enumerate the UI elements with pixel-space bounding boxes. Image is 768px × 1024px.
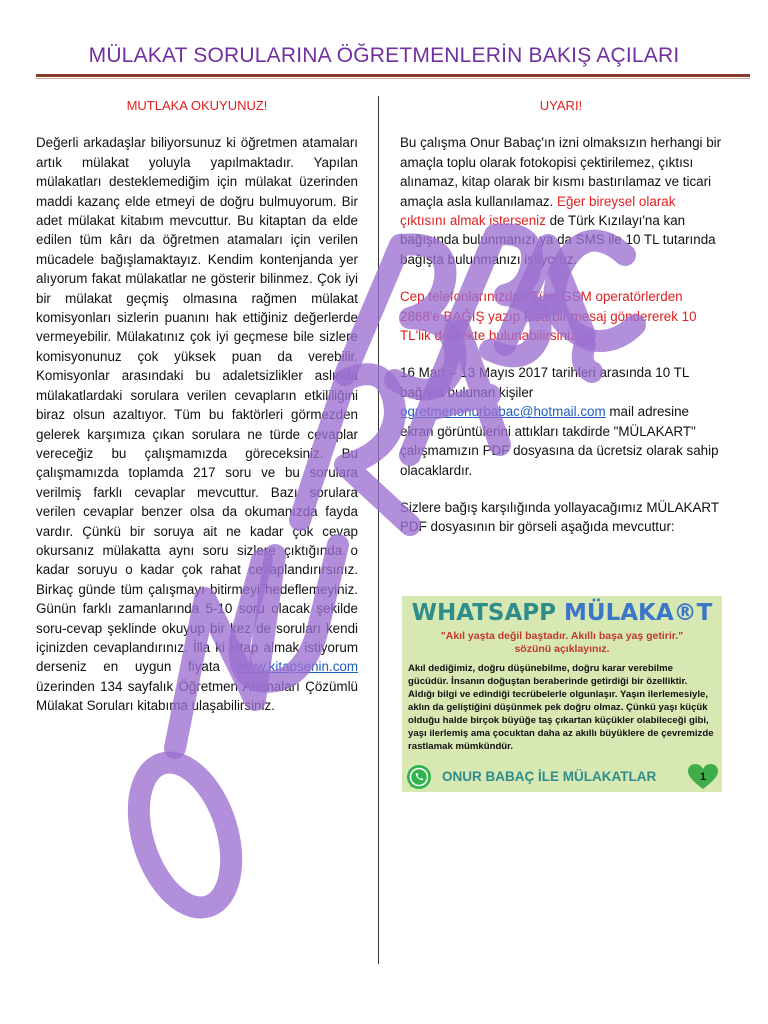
- banner-footer: [402, 764, 722, 790]
- left-column: [36, 96, 358, 716]
- date-tail: mail adresine ekran görüntülerini attıkları takdirde "MÜLAKART" çalışmamızın PDF dosyasına da ücretsiz olarak sahip olacaklardır.: [400, 404, 719, 478]
- left-heading: MUTLAKA OKUYUNUZ!: [126, 98, 268, 113]
- banner-page-number: 1: [699, 771, 707, 783]
- left-paragraph: [36, 133, 358, 715]
- banner-title: [402, 600, 722, 626]
- warning-red-text: Eğer bireysel olarak çıktısını almak isterseniz: [400, 193, 676, 229]
- right-heading: UYARI!: [539, 98, 583, 113]
- warning-paragraph: [400, 133, 722, 269]
- heart-icon: [688, 764, 718, 790]
- date-paragraph: [400, 363, 722, 479]
- right-column: [400, 96, 722, 537]
- date-text: 16 Mart – 13 Mayıs 2017 tarihleri arasında 10 TL bağışta bulunan kişiler: [400, 365, 689, 400]
- banner-title-mulakart: MÜLAKA®T: [564, 600, 713, 626]
- banner-body: Akıl dediğimiz, doğru düşünebilme, doğru karar verebilme gücüdür. İnsanın doğuştan beraberinde getirdiği bir özelliktir. Aldığı bilgi ve edindiği tecrübelerle olgunlaşır. Yaşın ilerlemesiyle, aklın da geliştiğini düşünmek pek doğru olmaz. Çünkü yaşı küçük olduğu halde birçok büyüğe taş çıkartan küçükler olabileceği gibi, yaşı ilerlemiş ama çocuktan daha az akıllı büyüklere de çevremizde rastlamak mümkündür.: [408, 663, 714, 752]
- kitapsenin-link[interactable]: www.kitapsenin.com: [236, 659, 358, 675]
- warning-text: Bu çalışma Onur Babaç'ın izni olmaksızın herhangi bir amaçla toplu olarak fotokopisi çektirilemez, çıktısı alınamaz, kitap olarak bir kısmı bastırılamaz ve ticari amaçla asla kullanılamaz.: [400, 135, 722, 209]
- left-body-tail: üzerinden 134 sayfalık Öğretmen Atamaları Çözümlü Mülakat Soruları kitabıma ulaşabilirsiniz.: [36, 678, 358, 714]
- whatsapp-icon: [406, 764, 432, 790]
- email-link[interactable]: ogretmenonurbabac@hotmail.com: [400, 404, 606, 420]
- column-divider: [378, 96, 379, 964]
- left-body-text: Değerli arkadaşlar biliyorsunuz ki öğretmen atamaları artık mülakat yoluyla yapılmaktadır. Yapılan mülakatları desteklemediğim için mülakat üzerinden maddi kazanç elde etmeyi de doğru bulmuyorum. Bir adet mülakat kitabım mevcuttur. Bu kitaptan da elde edilen tüm kârı da öğretmen atamaları için verilen mücadele bağışlamaktayız. Kendim kontenjanda yer alıyorum fakat mülakatlar ne gösterir bilinmez. Çok iyi bir mülakat geçmiş olmasına rağmen mülakat komisyonları sizlerin puanını hak ettiğiniz değerlerde vermeyebilir. Mülakatınız çok iyi geçmese bile sizlere komisyonunuz çok yüksek puan da verebilir. Komisyonlar arasındaki bu adaletsizlikler aslında mülakatlardaki sorulara verilen cevapların etkililiğini biraz olsun azaltıyor. Tüm bu faktörleri görmezden gelerek karşımıza çıkan sorulara ne türde cevaplar vereceğiz bu çalışmamızda göreceksiniz. Bu çalışmamızda toplamda 217 soru ve bu sorulara verilmiş farklı cevaplar mevcuttur. Bazı sorulara verilen cevaplar benzer olsa da okumanızda fayda vardır. Çünkü bir soruya ait ne kadar çok cevap okursanız mülakatta aynı soru sizlere çıktığında o kadar soruyu o kadar çok rahat cevaplandırırsınız. Birkaç günde tüm çalışmayı bitirmeyi hedeflemeyiniz. Günün farklı zamanlarında 5-10 soru olacak şekilde soru-cevap şeklinde okuyup bir kez de soruları kendi içinizden cevaplandırınız. İlla ki kitap almak istiyorum derseniz en uygun fiyata: [36, 135, 358, 675]
- title-rule: [36, 74, 750, 77]
- title-rule-thin: [36, 78, 750, 79]
- banner-title-whatsapp: WHATSAPP: [411, 600, 557, 626]
- warning-tail: de Türk Kızılayı'na kan bağışında bulunmanızı ya da SMS ile 10 TL tutarında bağışta bulunmanızı istiyoruz.: [400, 213, 716, 267]
- mulakart-banner-image: [402, 596, 722, 792]
- banner-quote: [402, 630, 722, 656]
- banner-quote-line: "Akıl yaşta değil baştadır. Akıllı başa yaş getirir.": [440, 630, 684, 642]
- banner-quote-sub: sözünü açıklayınız.: [514, 643, 610, 655]
- sms-paragraph: Cep telefonlarınızdan Tüm GSM operatörlerden 2868'e BAĞIŞ yazıp kısa bir mesaj göndererek 10 TL'lik destekte bulunabilirsiniz.: [400, 289, 697, 344]
- page-title: MÜLAKAT SORULARINA ÖĞRETMENLERİN BAKIŞ AÇILARI: [88, 44, 680, 67]
- banner-footer-label: ONUR BABAÇ İLE MÜLAKATLAR: [442, 769, 657, 784]
- mulakart-paragraph: Sizlere bağış karşılığında yollayacağımız MÜLAKART PDF dosyasının bir görseli aşağıda mevcuttur:: [400, 499, 719, 535]
